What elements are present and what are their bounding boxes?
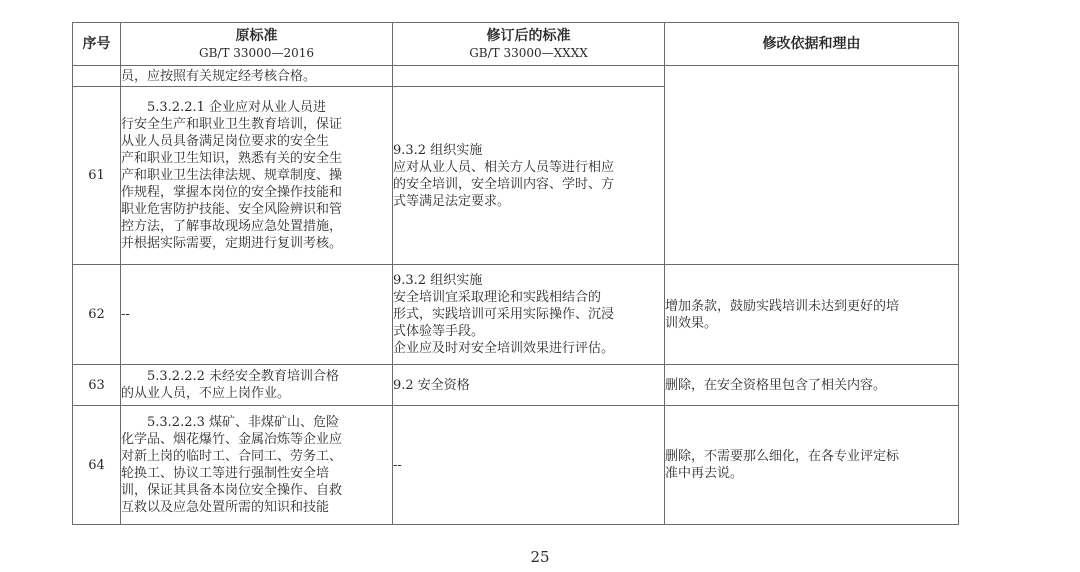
table-row-64: [73, 406, 959, 525]
text-line: 安全培训宜采取理论和实践相结合的: [393, 290, 602, 305]
header-reason: 修改依据和理由: [665, 23, 959, 66]
text-line: 的从业人员，不应上岗作业。: [121, 386, 291, 401]
cell-original: [121, 365, 393, 406]
header-original: [121, 23, 393, 66]
text-line: 并根据实际需要，定期进行复训考核。: [121, 236, 343, 251]
cell-original: [121, 265, 393, 365]
text-line: 从业人员具备满足岗位要求的安全生: [121, 134, 330, 149]
text-line: --: [121, 307, 130, 322]
cell-reason: [665, 265, 959, 365]
text-line: 行安全生产和职业卫生教育培训，保证: [121, 117, 343, 132]
cell-original: [121, 87, 393, 265]
text-line: 增加条款，鼓励实践培训未达到更好的培: [665, 298, 900, 314]
page-number: 25: [530, 548, 550, 566]
text-line: 对新上岗的临时工、合同工、劳务工、: [121, 449, 343, 464]
text-line: 5.3.2.2.2 未经安全教育培训合格: [147, 369, 340, 384]
header-revised-code: GB/T 33000—XXXX: [469, 46, 588, 60]
text-line: 5.3.2.2.3 煤矿、非煤矿山、危险: [147, 415, 340, 430]
cell-serial: 64: [73, 406, 121, 525]
cell-serial: 61: [73, 87, 121, 265]
table-row-continued: [73, 66, 959, 87]
cell-original: [121, 406, 393, 525]
text-line: 删除，不需要那么细化，在各专业评定标: [665, 449, 900, 464]
comparison-table: [72, 22, 959, 525]
cell-revised: [393, 87, 665, 265]
text-line: 9.3.2 组织实施: [393, 142, 483, 158]
text-line: 员，应按照有关规定经考核合格。: [121, 68, 317, 84]
text-line: 式等满足法定要求。: [393, 193, 511, 209]
header-original-code: GB/T 33000—2016: [199, 46, 314, 60]
text-line: 产和职业卫生知识，熟悉有关的安全生: [121, 151, 343, 166]
text-line: 企业应及时对安全培训效果进行评估。: [393, 341, 615, 356]
cell-reason: [665, 66, 959, 265]
text-line: --: [393, 457, 402, 473]
header-original-title: 原标准: [235, 28, 278, 44]
text-line: 删除，在安全资格里包含了相关内容。: [665, 377, 887, 393]
text-line: 应对从业人员、相关方人员等进行相应: [393, 159, 615, 175]
text-line: 互救以及应急处置所需的知识和技能: [121, 500, 330, 515]
text-line: 式体验等手段。: [393, 324, 485, 339]
text-line: 9.3.2 组织实施: [393, 273, 483, 288]
text-line: 化学品、烟花爆竹、金属冶炼等企业应: [121, 432, 343, 447]
text-line: 职业危害防护技能、安全风险辨识和管: [121, 202, 343, 217]
cell-original: [121, 66, 393, 87]
header-revised: [393, 23, 665, 66]
text-line: 训，保证其具备本岗位安全操作、自救: [121, 483, 343, 498]
text-line: 控方法，了解事故现场应急处置措施，: [121, 219, 343, 234]
text-line: 5.3.2.2.1 企业应对从业人员进: [147, 100, 327, 115]
text-line: 形式，实践培训可采用实际操作、沉浸: [393, 307, 615, 322]
text-line: 9.2 安全资格: [393, 377, 470, 393]
text-line: 轮换工、协议工等进行强制性安全培: [121, 466, 330, 481]
cell-revised: [393, 265, 665, 365]
header-row: [73, 23, 959, 66]
cell-revised: [393, 365, 665, 406]
cell-reason: [665, 406, 959, 525]
cell-revised: [393, 66, 665, 87]
header-serial: 序号: [73, 23, 121, 66]
text-line: 产和职业卫生法律法规、规章制度、操: [121, 168, 343, 183]
cell-serial: 63: [73, 365, 121, 406]
text-line: 准中再去说。: [665, 466, 744, 481]
cell-reason: [665, 365, 959, 406]
table-row-62: [73, 265, 959, 365]
cell-serial: 62: [73, 265, 121, 365]
header-revised-title: 修订后的标准: [486, 28, 571, 44]
cell-serial: [73, 66, 121, 87]
text-line: 训效果。: [665, 315, 718, 331]
table-row-63: [73, 365, 959, 406]
text-line: 的安全培训，安全培训内容、学时、方: [393, 176, 615, 192]
cell-revised: [393, 406, 665, 525]
text-line: 作规程，掌握本岗位的安全操作技能和: [121, 185, 343, 200]
